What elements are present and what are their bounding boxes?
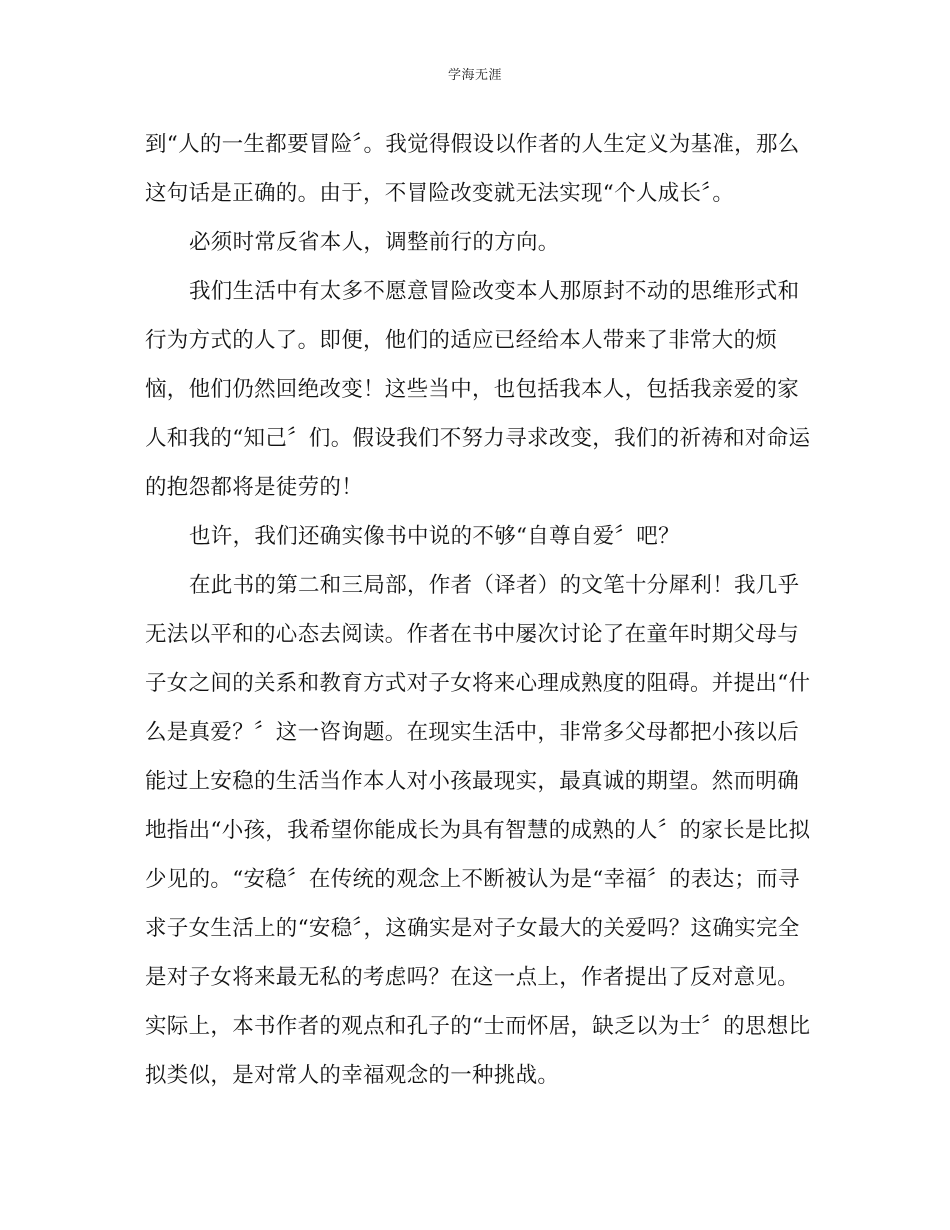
text-line: 么是真爱？〞这一咨询题。在现实生活中，非常多父母都把小孩以后: [145, 720, 800, 745]
text-line: 恼，他们仍然回绝改变！这些当中，也包括我本人，包括我亲爱的家: [145, 377, 800, 402]
text-line: 必须时常反省本人，调整前行的方向。: [189, 230, 560, 255]
body-text: [145, 120, 809, 1100]
text-line: 地指出“小孩，我希望你能成长为具有智慧的成熟的人〞的家长是比拟: [145, 818, 811, 843]
text-line: 少见的。“安稳〞在传统的观念上不断被认为是“幸福〞的表达；而寻: [145, 867, 800, 892]
text-line: 求子女生活上的“安稳〞，这确实是对子女最大的关爱吗？这确实完全: [145, 916, 800, 941]
text-line: 人和我的“知己〞们。假设我们不努力寻求改变，我们的祈祷和对命运: [145, 426, 811, 451]
text-line: 能过上安稳的生活当作本人对小孩最现实，最真诚的期望。然而明确: [145, 769, 800, 794]
text-line: 子女之间的关系和教育方式对子女将来心理成熟度的阻碍。并提出“什: [145, 671, 811, 696]
text-line: 我们生活中有太多不愿意冒险改变本人那原封不动的思维形式和: [189, 279, 800, 304]
text-line: 无法以平和的心态去阅读。作者在书中屡次讨论了在童年时期父母与: [145, 622, 800, 647]
text-line: 在此书的第二和三局部，作者（译者）的文笔十分犀利！我几乎: [189, 573, 800, 598]
text-line: 行为方式的人了。即便，他们的适应已经给本人带来了非常大的烦: [145, 328, 778, 353]
text-line: 的抱怨都将是徒劳的！: [145, 475, 364, 500]
text-line: 也许，我们还确实像书中说的不够“自尊自爱〞吧？: [189, 524, 680, 549]
text-line: 这句话是正确的。由于，不冒险改变就无法实现“个人成长〞。: [145, 181, 735, 206]
text-line: 是对子女将来最无私的考虑吗？在这一点上，作者提出了反对意见。: [145, 965, 800, 990]
text-line: 拟类似，是对常人的幸福观念的一种挑战。: [145, 1063, 560, 1088]
text-line: 实际上，本书作者的观点和孔子的“士而怀居，缺乏以为士〞的思想比: [145, 1014, 811, 1039]
text-line: 到“人的一生都要冒险〞。我觉得假设以作者的人生定义为基准，那么: [145, 132, 800, 157]
page-header: 学海无涯: [447, 68, 502, 83]
